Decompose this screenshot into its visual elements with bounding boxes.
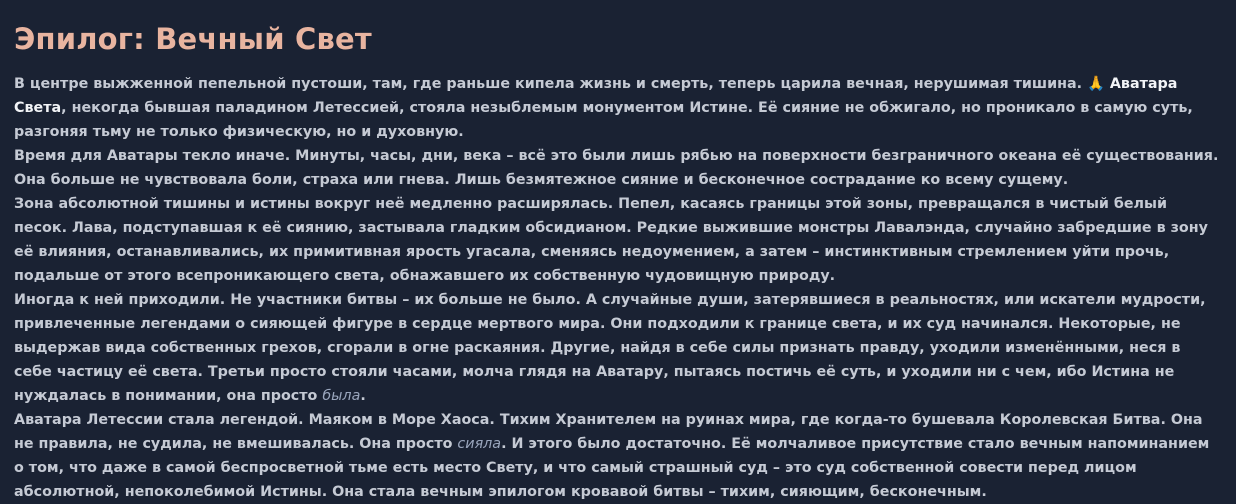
was-italic: была (322, 388, 361, 404)
paragraph-5 (14, 408, 1222, 504)
paragraph-2: Время для Аватары текло иначе. Минуты, часы, дни, века – всё это были лишь рябью на поверхности безграничного океана её существования. Она больше не чувствовала боли, страха или гнева. Лишь безмятежное сияние и бесконечное сострадание ко всему сущему. (14, 148, 1219, 188)
paragraph-1-text-b: , некогда бывшая паладином Летессией, стояла незыблемым монументом Истине. Её сияние не обжигало, но проникало в самую суть, разгоняя тьму не только физическую, но и духовную. (14, 100, 1193, 140)
paragraph-4 (14, 288, 1222, 408)
paragraph-3: Зона абсолютной тишины и истины вокруг неё медленно расширялась. Пепел, касаясь границы этой зоны, превращался в чистый белый песок. Лава, подступавшая к её сиянию, застывала гладким обсидианом. Редкие выжившие монстры Лавалэнда, случайно забредшие в зону её влияния, останавливались, их примитивная ярость угасала, сменяясь недоумением, а затем – инстинктивным стремлением уйти прочь, подальше от этого всепроникающего света, обнажавшего их собственную чудовищную природу. (14, 196, 1208, 284)
shone-italic: сияла (457, 436, 502, 452)
epilogue-title: Эпилог: Вечный Свет (14, 22, 372, 56)
paragraph-1-text-a: В центре выжженной пепельной пустоши, там, где раньше кипела жизнь и смерть, теперь царила вечная, нерушимая тишина. (14, 76, 1088, 92)
paragraph-5-text-a: Аватара Летессии стала легендой. Маяком в Море Хаоса. Тихим Хранителем на руинах мира, где когда-то бушевала Королевская Битва. Она не правила, не судила, не вмешивалась. Она просто (14, 412, 1203, 452)
paragraph-4-text-b: . (360, 388, 366, 404)
praying-hands-icon: 🙏 (1087, 76, 1105, 92)
paragraph-5-text-b: . И этого было достаточно. Её молчаливое присутствие стало вечным напоминанием о том, что даже в самой беспросветной тьме есть место Свету, и что самый страшный суд – это суд собственной совести перед лицом абсолютной, непоколебимой Истины. Она стала вечным эпилогом кровавой битвы – тихим, сияющим, бесконечным. (14, 436, 1210, 500)
paragraph-1 (14, 72, 1222, 144)
avatar-of-light-bold: Аватара Света (14, 76, 1178, 116)
paragraph-4-text-a: Иногда к ней приходили. Не участники битвы – их больше не было. А случайные души, затерявшиеся в реальностях, или искатели мудрости, привлеченные легендами о сияющей фигуре в сердце мертвого мира. Они подходили к границе света, и их суд начинался. Некоторые, не выдержав вида собственных грехов, сгорали в огне раскаяния. Другие, найдя в себе силы признать правду, уходили изменёнными, неся в себе частицу её света. Третьи просто стояли часами, молча глядя на Аватару, пытаясь постичь её суть, и уходили ни с чем, ибо Истина не нуждалась в понимании, она просто (14, 292, 1206, 404)
